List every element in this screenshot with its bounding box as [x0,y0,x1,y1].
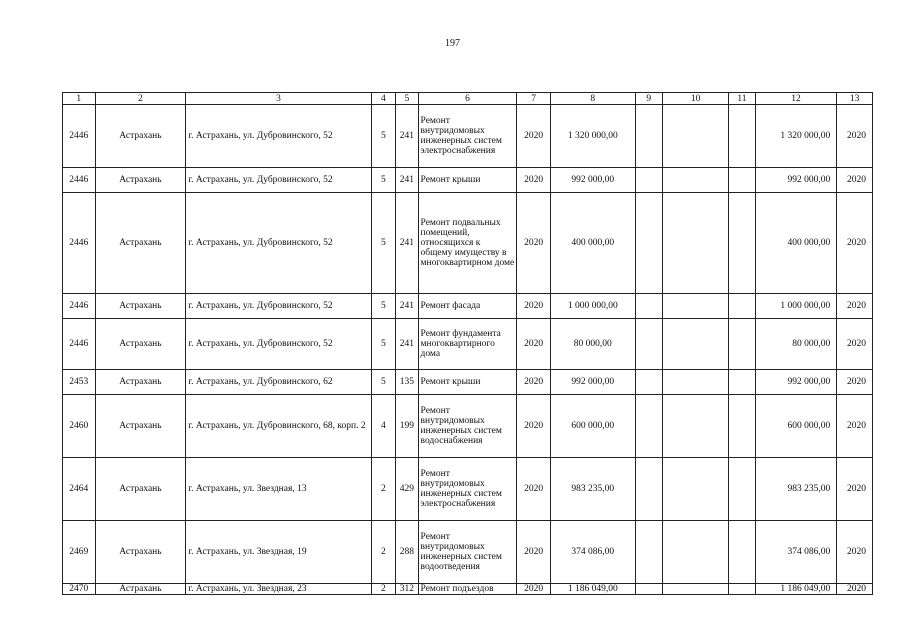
table-row [63,105,873,168]
column-header: 10 [663,93,729,105]
year-cell: 2020 [517,370,551,395]
year-cell: 2020 [517,294,551,319]
floors-cell: 5 [371,193,395,294]
table-row [63,168,873,193]
floors-cell: 5 [371,319,395,370]
column-10-cell [663,168,729,193]
column-header: 9 [635,93,663,105]
year-cell: 2020 [517,168,551,193]
table-row [63,319,873,370]
cost-cell: 992 000,00 [550,370,635,395]
address-cell: г. Астрахань, ул. Дубровинского, 62 [186,370,371,395]
row-id: 2464 [63,458,96,521]
column-11-cell [729,319,755,370]
work-type-cell: Ремонт внутридомовых инженерных систем водоотведения [418,521,517,584]
total-cell: 1 186 049,00 [755,584,837,595]
column-9-cell [635,193,663,294]
total-cell: 983 235,00 [755,458,837,521]
city-cell: Астрахань [95,319,186,370]
column-5-cell: 135 [396,370,418,395]
column-11-cell [729,168,755,193]
row-id: 2470 [63,584,96,595]
address-cell: г. Астрахань, ул. Дубровинского, 52 [186,168,371,193]
row-id: 2446 [63,294,96,319]
page-number: 197 [445,38,460,49]
row-id: 2460 [63,395,96,458]
column-10-cell [663,294,729,319]
column-9-cell [635,521,663,584]
cost-cell: 1 000 000,00 [550,294,635,319]
year-end-cell: 2020 [837,395,873,458]
column-5-cell: 241 [396,105,418,168]
cost-cell: 374 086,00 [550,521,635,584]
column-9-cell [635,168,663,193]
address-cell: г. Астрахань, ул. Дубровинского, 52 [186,105,371,168]
column-11-cell [729,395,755,458]
row-id: 2446 [63,168,96,193]
work-type-cell: Ремонт внутридомовых инженерных систем водоснабжения [418,395,517,458]
column-header: 1 [63,93,96,105]
column-5-cell: 241 [396,294,418,319]
table-row [63,395,873,458]
column-9-cell [635,319,663,370]
cost-cell: 80 000,00 [550,319,635,370]
column-5-cell: 288 [396,521,418,584]
work-type-cell: Ремонт подвальных помещений, относящихся к общему имуществу в многоквартирном доме [418,193,517,294]
table-row [63,193,873,294]
table-row [63,370,873,395]
table-row [63,294,873,319]
city-cell: Астрахань [95,168,186,193]
column-11-cell [729,105,755,168]
address-cell: г. Астрахань, ул. Звездная, 19 [186,521,371,584]
city-cell: Астрахань [95,294,186,319]
row-id: 2469 [63,521,96,584]
year-cell: 2020 [517,584,551,595]
column-11-cell [729,521,755,584]
column-10-cell [663,395,729,458]
cost-cell: 1 186 049,00 [550,584,635,595]
address-cell: г. Астрахань, ул. Дубровинского, 68, корп. 2 [186,395,371,458]
table-row [63,458,873,521]
column-10-cell [663,521,729,584]
column-5-cell: 429 [396,458,418,521]
work-type-cell: Ремонт внутридомовых инженерных систем электроснабжения [418,458,517,521]
work-type-cell: Ремонт фундамента многоквартирного дома [418,319,517,370]
column-9-cell [635,584,663,595]
year-cell: 2020 [517,319,551,370]
year-end-cell: 2020 [837,193,873,294]
work-type-cell: Ремонт подъездов [418,584,517,595]
total-cell: 600 000,00 [755,395,837,458]
floors-cell: 2 [371,458,395,521]
year-cell: 2020 [517,105,551,168]
floors-cell: 5 [371,370,395,395]
total-cell: 1 320 000,00 [755,105,837,168]
city-cell: Астрахань [95,105,186,168]
total-cell: 80 000,00 [755,319,837,370]
year-cell: 2020 [517,193,551,294]
year-end-cell: 2020 [837,168,873,193]
floors-cell: 2 [371,521,395,584]
year-end-cell: 2020 [837,584,873,595]
column-11-cell [729,193,755,294]
cost-cell: 1 320 000,00 [550,105,635,168]
city-cell: Астрахань [95,395,186,458]
floors-cell: 5 [371,294,395,319]
year-end-cell: 2020 [837,458,873,521]
address-cell: г. Астрахань, ул. Дубровинского, 52 [186,294,371,319]
column-9-cell [635,395,663,458]
address-cell: г. Астрахань, ул. Дубровинского, 52 [186,193,371,294]
column-number-row [63,93,873,105]
column-header: 5 [396,93,418,105]
total-cell: 992 000,00 [755,168,837,193]
column-header: 11 [729,93,755,105]
column-11-cell [729,584,755,595]
column-10-cell [663,584,729,595]
work-type-cell: Ремонт крыши [418,370,517,395]
column-9-cell [635,294,663,319]
work-type-cell: Ремонт внутридомовых инженерных систем электроснабжения [418,105,517,168]
row-id: 2446 [63,193,96,294]
city-cell: Астрахань [95,584,186,595]
work-type-cell: Ремонт фасада [418,294,517,319]
address-cell: г. Астрахань, ул. Звездная, 23 [186,584,371,595]
column-10-cell [663,370,729,395]
city-cell: Астрахань [95,370,186,395]
address-cell: г. Астрахань, ул. Дубровинского, 52 [186,319,371,370]
floors-cell: 4 [371,395,395,458]
column-5-cell: 241 [396,319,418,370]
floors-cell: 5 [371,168,395,193]
column-10-cell [663,193,729,294]
column-11-cell [729,458,755,521]
column-9-cell [635,105,663,168]
column-9-cell [635,458,663,521]
city-cell: Астрахань [95,521,186,584]
city-cell: Астрахань [95,458,186,521]
column-10-cell [663,105,729,168]
column-header: 4 [371,93,395,105]
year-end-cell: 2020 [837,105,873,168]
year-end-cell: 2020 [837,370,873,395]
total-cell: 400 000,00 [755,193,837,294]
city-cell: Астрахань [95,193,186,294]
year-cell: 2020 [517,458,551,521]
table-row [63,584,873,595]
column-9-cell [635,370,663,395]
cost-cell: 992 000,00 [550,168,635,193]
address-cell: г. Астрахань, ул. Звездная, 13 [186,458,371,521]
column-5-cell: 241 [396,168,418,193]
column-10-cell [663,319,729,370]
column-header: 7 [517,93,551,105]
total-cell: 1 000 000,00 [755,294,837,319]
floors-cell: 2 [371,584,395,595]
year-end-cell: 2020 [837,521,873,584]
column-5-cell: 241 [396,193,418,294]
column-header: 8 [550,93,635,105]
column-header: 12 [755,93,837,105]
floors-cell: 5 [371,105,395,168]
column-header: 13 [837,93,873,105]
year-cell: 2020 [517,521,551,584]
total-cell: 992 000,00 [755,370,837,395]
work-type-cell: Ремонт крыши [418,168,517,193]
total-cell: 374 086,00 [755,521,837,584]
cost-cell: 983 235,00 [550,458,635,521]
column-header: 3 [186,93,371,105]
row-id: 2446 [63,319,96,370]
table-row [63,521,873,584]
column-5-cell: 312 [396,584,418,595]
column-11-cell [729,370,755,395]
column-10-cell [663,458,729,521]
year-cell: 2020 [517,395,551,458]
column-5-cell: 199 [396,395,418,458]
year-end-cell: 2020 [837,294,873,319]
row-id: 2453 [63,370,96,395]
cost-cell: 400 000,00 [550,193,635,294]
register-table [62,92,873,595]
column-header: 6 [418,93,517,105]
year-end-cell: 2020 [837,319,873,370]
column-11-cell [729,294,755,319]
row-id: 2446 [63,105,96,168]
cost-cell: 600 000,00 [550,395,635,458]
column-header: 2 [95,93,186,105]
